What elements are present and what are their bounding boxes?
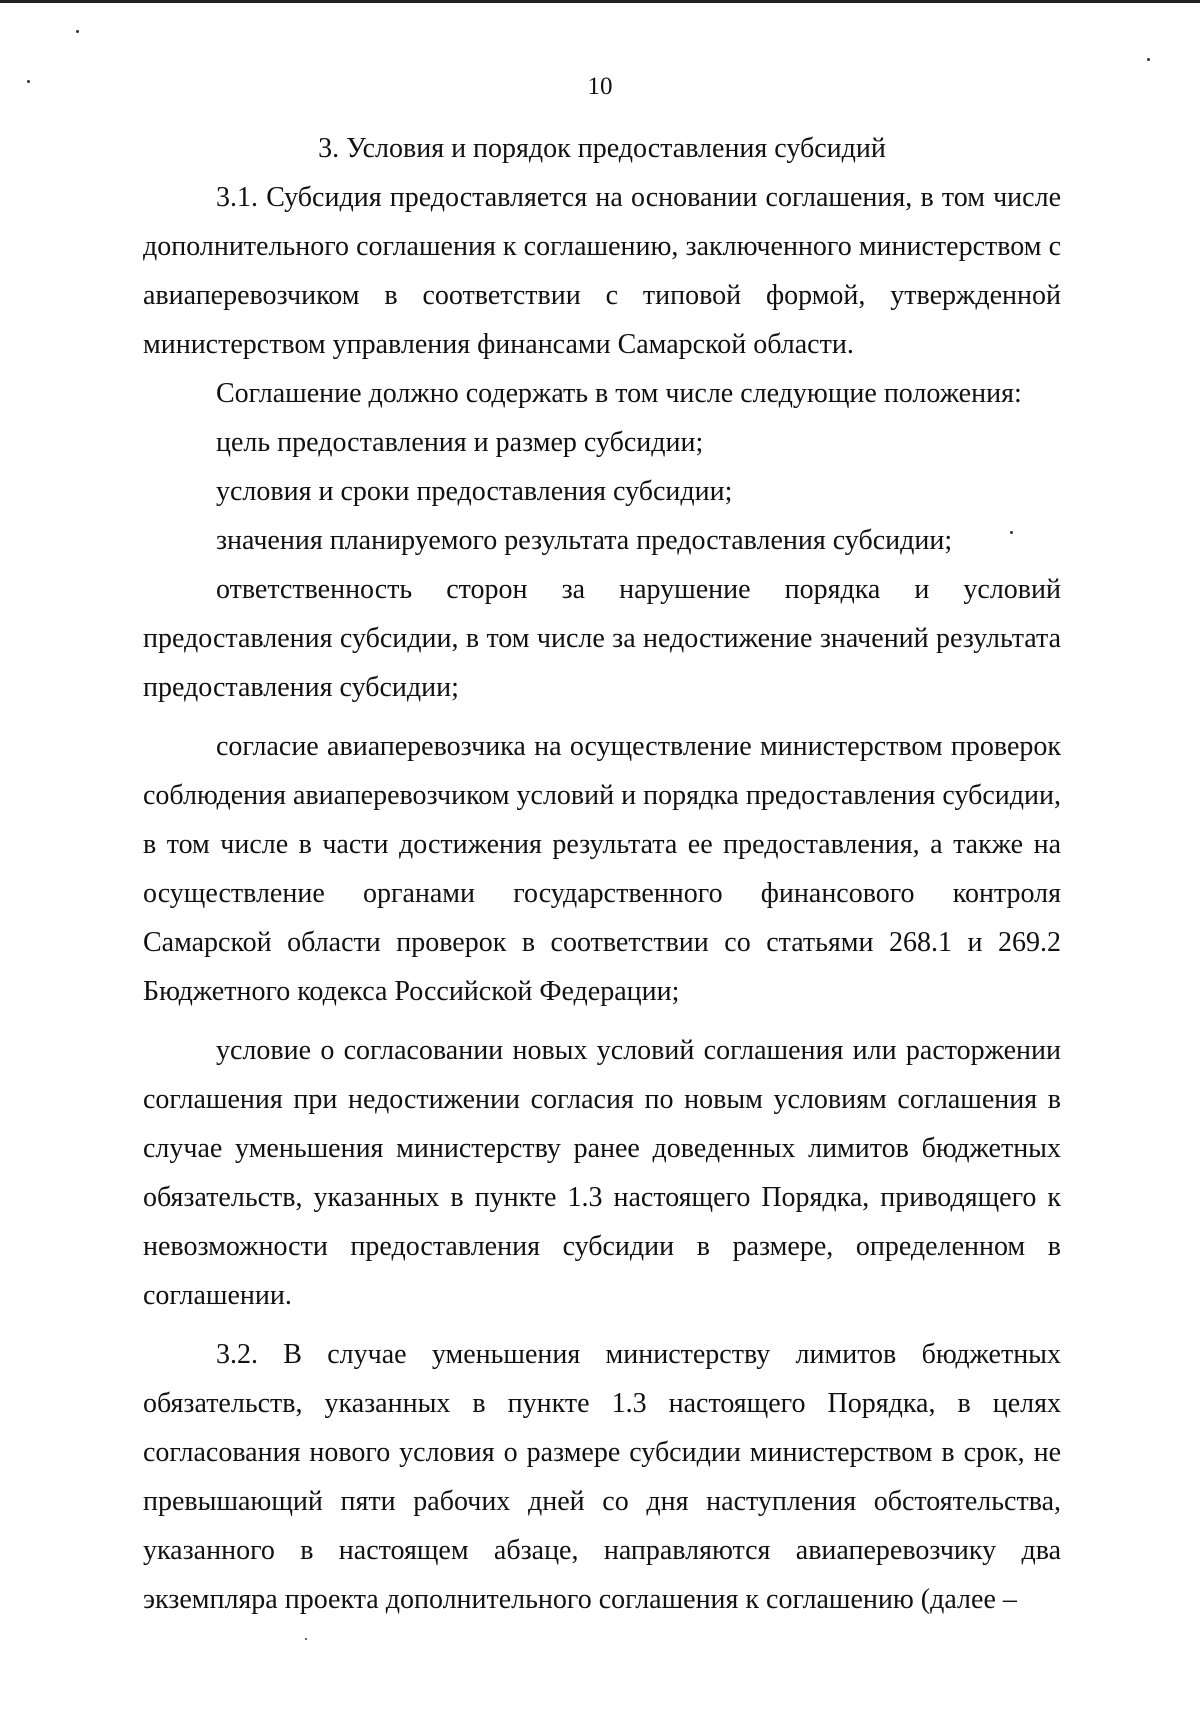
list-item-goal: цель предоставления и размер субсидии; <box>216 427 704 458</box>
document-body <box>143 124 1061 1624</box>
paragraph-agreement-intro: Соглашение должно содержать в том числе следующие положения: <box>216 378 1022 409</box>
paragraph-3-2: 3.2. В случае уменьшения министерству лимитов бюджетных обязательств, указанных в пункте 1.3 настоящего Порядка, в целях согласования нового условия о размере субсидии министерством в срок, не превышающий пяти рабочих дней со дня наступления обстоятельства, указанного в настоящем абзаце, направляются авиаперевозчику два экземпляра проекта дополнительного соглашения к соглашению (далее – <box>143 1339 1061 1615</box>
list-item-renegotiation: условие о согласовании новых условий соглашения или расторжении соглашения при недостижении согласия по новым условиям соглашения в случае уменьшения министерству ранее доведенных лимитов бюджетных обязательств, указанных в пункте 1.3 настоящего Порядка, приводящего к невозможности предоставления субсидии в размере, определенном в соглашении. <box>143 1035 1061 1311</box>
scan-speck <box>305 1638 307 1640</box>
list-item-consent: согласие авиаперевозчика на осуществление министерством проверок соблюдения авиаперевозчиком условий и порядка предоставления субсидии, в том числе в части достижения результата ее предоставления, а также на осуществление органами государственного финансового контроля Самарской области проверок в соответствии со статьями 268.1 и 269.2 Бюджетного кодекса Российской Федерации; <box>143 731 1061 1007</box>
list-item-terms: условия и сроки предоставления субсидии; <box>216 476 733 507</box>
scan-speck <box>76 30 79 33</box>
scan-speck <box>1147 58 1150 61</box>
list-item-responsibility: ответственность сторон за нарушение порядка и условий предоставления субсидии, в том числе за недостижение значений результата предоставления субсидии; <box>143 574 1061 703</box>
paragraph-3-1: 3.1. Субсидия предоставляется на основании соглашения, в том числе дополнительного соглашения к соглашению, заключенного министерством с авиаперевозчиком в соответствии с типовой формой, утвержденной министерством управления финансами Самарской области. <box>143 182 1061 360</box>
section-heading: 3. Условия и порядок предоставления субсидий <box>318 133 886 164</box>
page-number: 10 <box>587 73 613 100</box>
scan-top-edge <box>0 0 1200 3</box>
list-item-result-values: значения планируемого результата предоставления субсидии; <box>216 525 953 556</box>
